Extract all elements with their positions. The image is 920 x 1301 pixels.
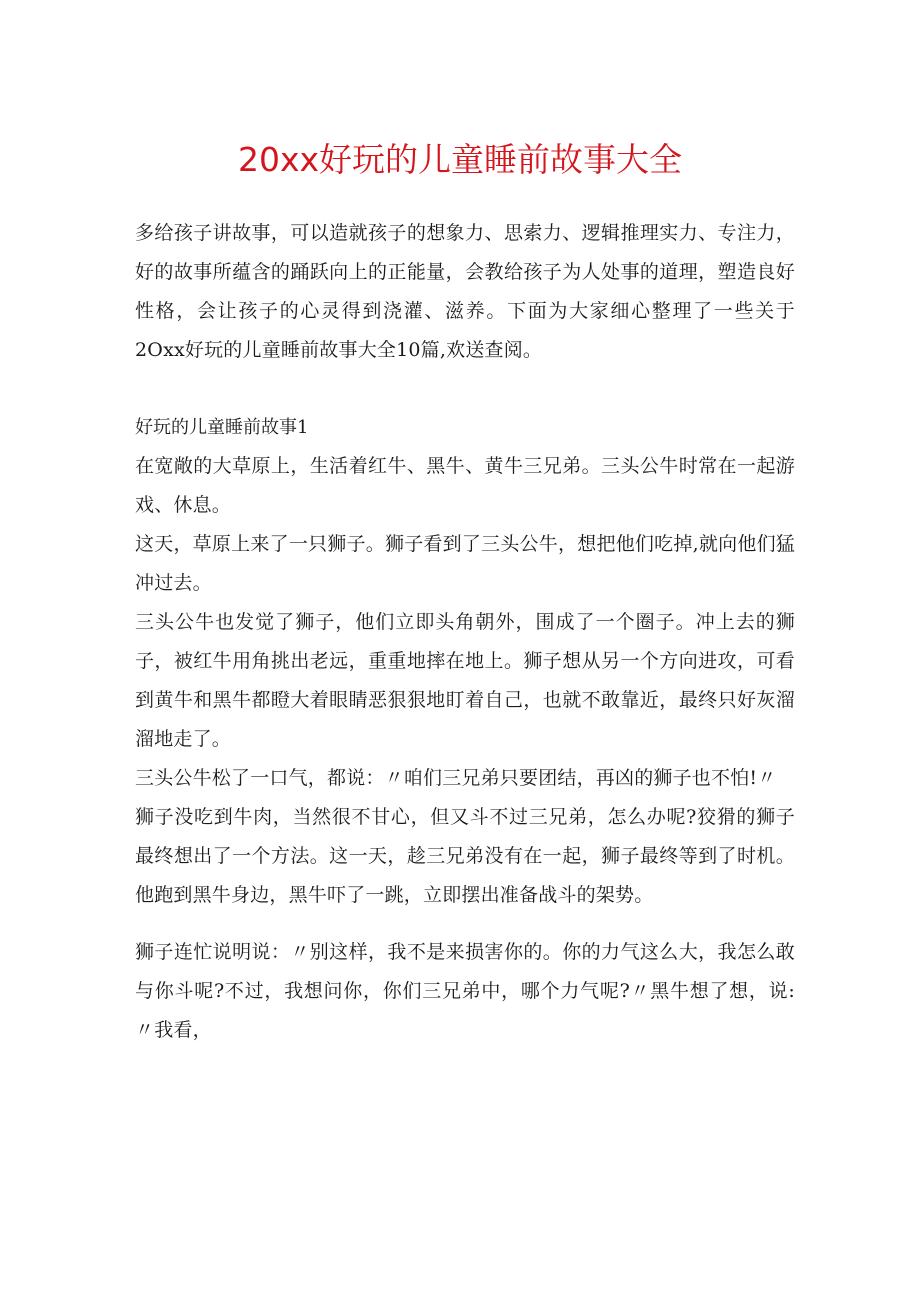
intro-paragraph: 多给孩子讲故事，可以造就孩子的想象力、思索力、逻辑推理实力、专注力，好的故事所蕴含的踊跃向上的正能量，会教给孩子为人处事的道理，塑造良好性格，会让孩子的心灵得到浇灌、滋养。下面为大家细心整理了一些关于2Oxx好玩的儿童睡前故事大全10篇,欢送查阅。 [135,222,795,361]
story-paragraph: 狮子连忙说明说：〃别这样，我不是来损害你的。你的力气这么大，我怎么敢与你斗呢?不过，我想问你，你们三兄弟中，哪个力气呢?〃黑牛想了想，说:〃我看， [135,941,795,1041]
story-paragraph: 在宽敞的大草原上，生活着红牛、黑牛、黄牛三兄弟。三头公牛时常在一起游戏、休息。 [135,455,795,516]
story-paragraph: 三头公牛松了一口气，都说：〃咱们三兄弟只要团结，再凶的狮子也不怕!〃 [135,767,777,789]
paragraph-spacer [135,915,795,933]
story-heading: 好玩的儿童睡前故事1 [135,417,309,438]
document-body [135,214,795,1050]
story-paragraph: 这天，草原上来了一只狮子。狮子看到了三头公牛，想把他们吃掉,就向他们猛冲过去。 [135,533,795,594]
story-paragraph: 狮子没吃到牛肉，当然很不甘心，但又斗不过三兄弟，怎么办呢?狡猾的狮子最终想出了一个方法。这一天，趁三兄弟没有在一起，狮子最终等到了时机。他跑到黑牛身边，黑牛吓了一跳，立即摆出准备战斗的架势。 [135,806,795,906]
story-paragraph: 三头公牛也发觉了狮子，他们立即头角朝外，围成了一个圈子。冲上去的狮子，被红牛用角挑出老远，重重地摔在地上。狮子想从另一个方向进攻，可看到黄牛和黑牛都瞪大着眼睛恶狠狠地盯着自己，也就不敢靠近，最终只好灰溜溜地走了。 [135,611,795,750]
document-title: 20xx好玩的儿童睡前故事大全 [237,140,683,179]
section-spacer [135,370,795,408]
